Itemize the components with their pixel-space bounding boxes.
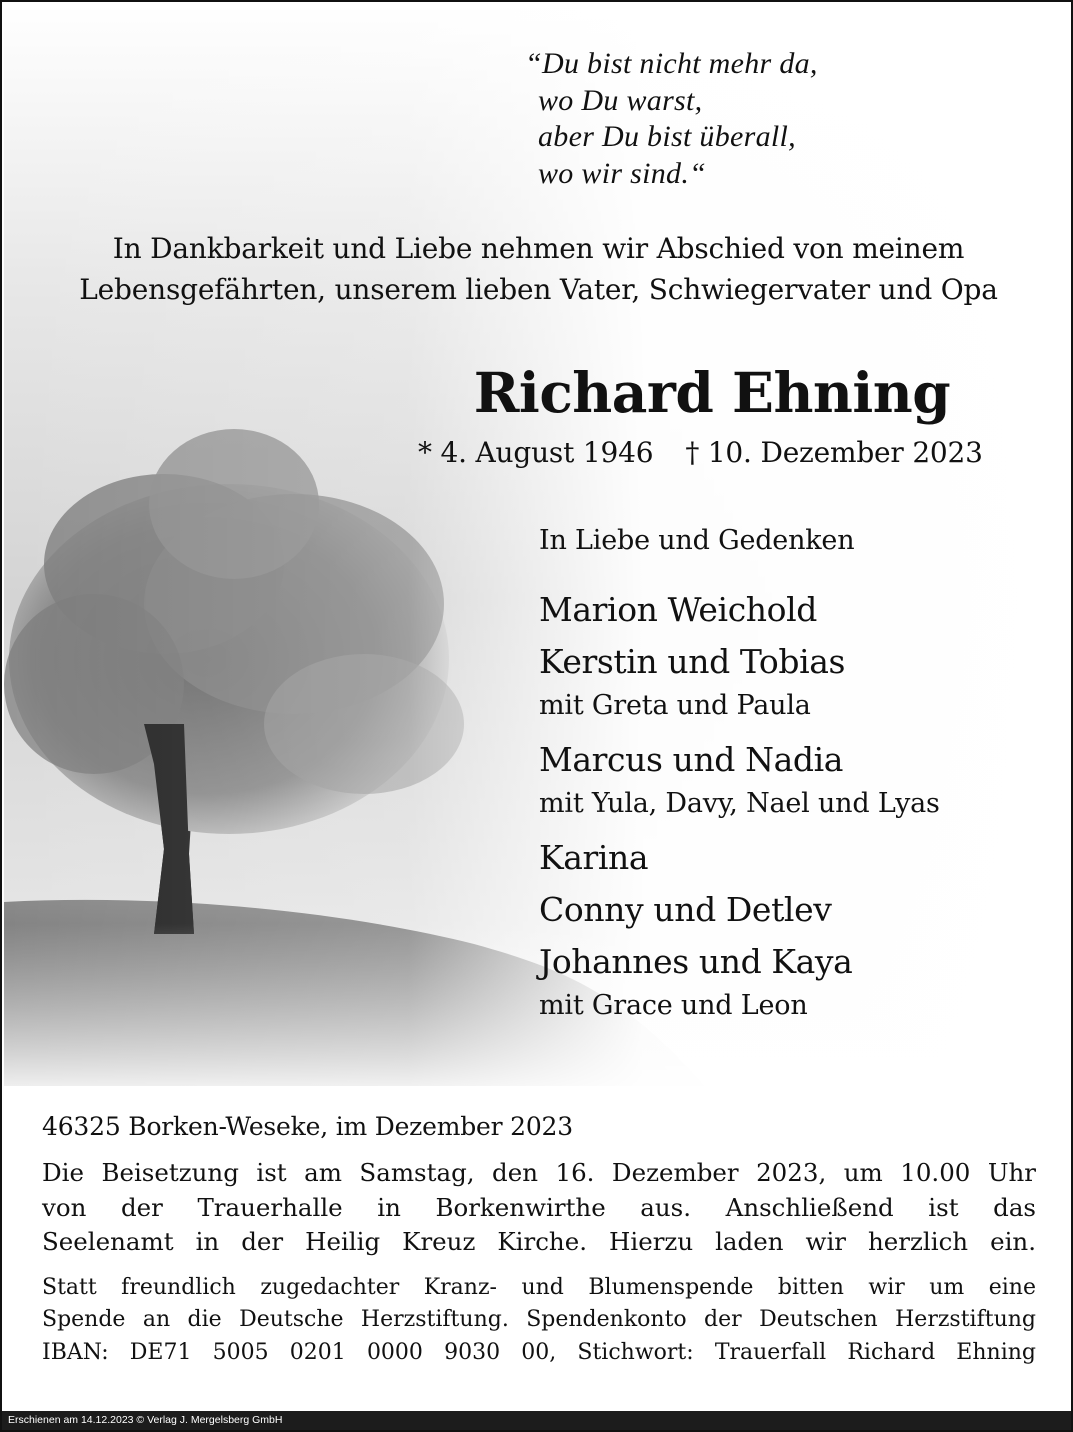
mourner-name: Karina xyxy=(539,838,649,877)
mourner-children: mit Yula, Davy, Nael und Lyas xyxy=(539,788,940,819)
birth-date: * 4. August 1946 xyxy=(418,436,654,469)
mourner-name: Marion Weichold xyxy=(539,590,817,629)
mourner-group xyxy=(539,936,940,1024)
intro-text xyxy=(2,228,1073,310)
details-section xyxy=(42,1112,1036,1369)
intro-line: In Dankbarkeit und Liebe nehmen wir Abschied von meinem xyxy=(112,232,965,265)
mourner-name: Kerstin und Tobias xyxy=(539,642,846,681)
life-dates xyxy=(418,436,983,469)
death-date: † 10. Dezember 2023 xyxy=(685,436,983,469)
quote-line: wo Du warst, xyxy=(538,83,703,117)
mourner-name: Conny und Detlev xyxy=(539,890,832,929)
donation-info xyxy=(42,1272,1036,1370)
mourner-children: mit Grace und Leon xyxy=(539,990,808,1021)
mourner-group xyxy=(539,584,940,636)
mourners-list xyxy=(539,525,940,1024)
mourner-group xyxy=(539,832,940,884)
mourner-name: Johannes und Kaya xyxy=(539,942,853,981)
ceremony-info xyxy=(42,1156,1036,1260)
mourner-children: mit Greta und Paula xyxy=(539,690,811,721)
mourners-intro: In Liebe und Gedenken xyxy=(539,525,855,556)
ceremony-line: von der Trauerhalle in Borkenwirthe aus. Anschließend ist das xyxy=(42,1192,1036,1222)
deceased-name: Richard Ehning xyxy=(473,360,951,425)
mourner-group xyxy=(539,734,940,822)
intro-line: Lebensgefährten, unserem lieben Vater, Schwiegervater und Opa xyxy=(79,273,998,306)
quote-line: wo wir sind.“ xyxy=(538,156,707,190)
mourner-name: Marcus und Nadia xyxy=(539,740,844,779)
donation-line: Spende an die Deutsche Herzstiftung. Spendenkonto der Deutschen Herzstiftung xyxy=(42,1307,1036,1332)
place-date: 46325 Borken-Weseke, im Dezember 2023 xyxy=(42,1112,573,1141)
quote-line: aber Du bist überall, xyxy=(538,120,796,153)
ceremony-line: Die Beisetzung ist am Samstag, den 16. Dezember 2023, um 10.00 Uhr xyxy=(42,1158,1036,1187)
mourner-group xyxy=(539,636,940,724)
donation-line: IBAN: DE71 5005 0201 0000 9030 00, Stichwort: Trauerfall Richard Ehning xyxy=(42,1339,1036,1365)
donation-line: Statt freundlich zugedachter Kranz- und Blumenspende bitten wir um eine xyxy=(42,1274,1036,1300)
ceremony-line: Seelenamt in der Heilig Kreuz Kirche. Hierzu laden wir herzlich ein. xyxy=(42,1227,1036,1256)
mourner-group xyxy=(539,884,940,936)
quote xyxy=(525,46,818,192)
quote-line: “Du bist nicht mehr da, xyxy=(525,47,818,80)
publication-credit: Erschienen am 14.12.2023 © Verlag J. Mergelsberg GmbH xyxy=(2,1411,1073,1430)
